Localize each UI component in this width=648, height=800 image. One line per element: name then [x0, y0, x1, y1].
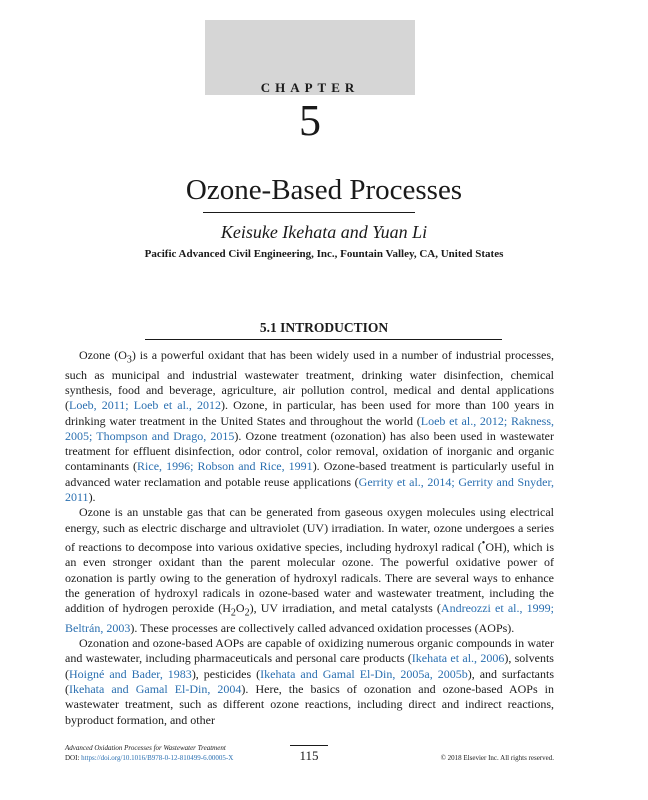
- page-number: 115: [299, 748, 319, 763]
- page-number-rule: [290, 745, 328, 746]
- subscript: 2: [244, 607, 250, 619]
- body-text: [65, 348, 554, 728]
- chapter-label: CHAPTER: [260, 80, 360, 95]
- paragraph: [65, 505, 554, 636]
- subscript: 2: [230, 607, 236, 619]
- citation-link[interactable]: Andreozzi et al., 1999; Beltrán, 2003: [65, 601, 554, 635]
- title-divider: [203, 212, 415, 213]
- text-run: ). Ozone treatment (ozonation) has also been used in wastewater treatment for effluent disinfection, odor control, color removal, oxidation of inorganic and organic contaminants (: [65, 428, 555, 474]
- section-divider: [145, 339, 502, 340]
- text-run: ), and surfactants (: [65, 666, 555, 697]
- footer-book-title: Advanced Oxidation Processes for Wastewater Treatment: [65, 744, 226, 752]
- doi-label: DOI:: [65, 754, 80, 762]
- text-run: ). Here, the basics of ozonation and ozone-based AOPs in wastewater treatment, such as different ozone reactions, including direct and indirect reactions, byproduct formation, and other: [65, 682, 554, 727]
- copyright: © 2018 Elsevier Inc. All rights reserved.: [440, 754, 554, 762]
- text-run: ).: [88, 490, 96, 505]
- section-heading: 5.1 INTRODUCTION: [259, 320, 389, 335]
- citation-link[interactable]: Ikehata and Gamal El-Din, 2004: [69, 682, 242, 697]
- doi-link[interactable]: https://doi.org/10.1016/B978-0-12-810499-6.00005-X: [81, 754, 234, 762]
- text-run: ). Ozone, in particular, has been used for more than 100 years in drinking water treatment in the United States and throughout the world (: [65, 398, 554, 428]
- citation-link[interactable]: Gerrity et al., 2014; Gerrity and Snyder, 2011: [65, 474, 554, 505]
- text-run: Ozone is an unstable gas that can be generated from gaseous oxygen molecules using electrical energy, such as electric discharge and ultraviolet (UV) irradiation. In water, ozone undergoes a series of reactions to decompose into various oxidative species, including hydroxyl radical (: [65, 505, 554, 554]
- text-run: ). These processes are collectively called advanced oxidation processes (AOPs).: [130, 620, 515, 635]
- superscript: •: [481, 537, 486, 549]
- text-run: ). Ozone-based treatment is particularly useful in advanced water reclamation and potable reuse applications (: [65, 459, 554, 489]
- citation-link[interactable]: Loeb et al., 2012; Rakness, 2005; Thompson and Drago, 2015: [65, 413, 554, 443]
- paragraph: [65, 348, 554, 505]
- chapter-number: 5: [299, 96, 321, 145]
- text-run: ) is a powerful oxidant that has been widely used in a number of industrial processes, such as municipal and industrial wastewater treatment, drinking water disinfection, chemical synthesis, food and beverage, agriculture, air pollution control, medical and dental applications (: [65, 348, 555, 413]
- footer-doi: [65, 754, 233, 762]
- citation-link[interactable]: Ikehata et al., 2006: [411, 651, 505, 666]
- text-run: Ozonation and ozone-based AOPs are capable of oxidizing numerous organic compounds in water and wastewater, including pharmaceuticals and personal care products (: [65, 636, 554, 666]
- authors: Keisuke Ikehata and Yuan Li: [220, 222, 428, 242]
- citation-link[interactable]: Rice, 1996; Robson and Rice, 1991: [137, 459, 313, 474]
- text-run: O: [235, 601, 245, 616]
- text-run: ), pesticides (: [191, 666, 261, 681]
- affiliation: Pacific Advanced Civil Engineering, Inc., Fountain Valley, CA, United States: [144, 248, 504, 260]
- text-run: OH), which is an even stronger oxidant than the parent molecular ozone. The powerful oxidative power of ozonation is partly owing to the generation of hydroxyl radicals. There are several ways to enhance the generation of hydroxyl radicals in ozone-based water and wastewater treatment, including the addition of hydrogen peroxide (H: [65, 539, 554, 616]
- paragraph: [65, 636, 554, 728]
- chapter-title: Ozone-Based Processes: [185, 174, 463, 206]
- text-run: ), UV irradiation, and metal catalysts (: [249, 601, 441, 616]
- text-run: Ozone (O: [79, 348, 127, 362]
- text-run: ), solvents (: [65, 651, 554, 681]
- citation-link[interactable]: Hoigné and Bader, 1983: [69, 666, 192, 681]
- citation-link[interactable]: Loeb, 2011; Loeb et al., 2012: [69, 398, 222, 413]
- citation-link[interactable]: Ikehata and Gamal El-Din, 2005a, 2005b: [260, 666, 468, 681]
- subscript: 3: [126, 354, 132, 366]
